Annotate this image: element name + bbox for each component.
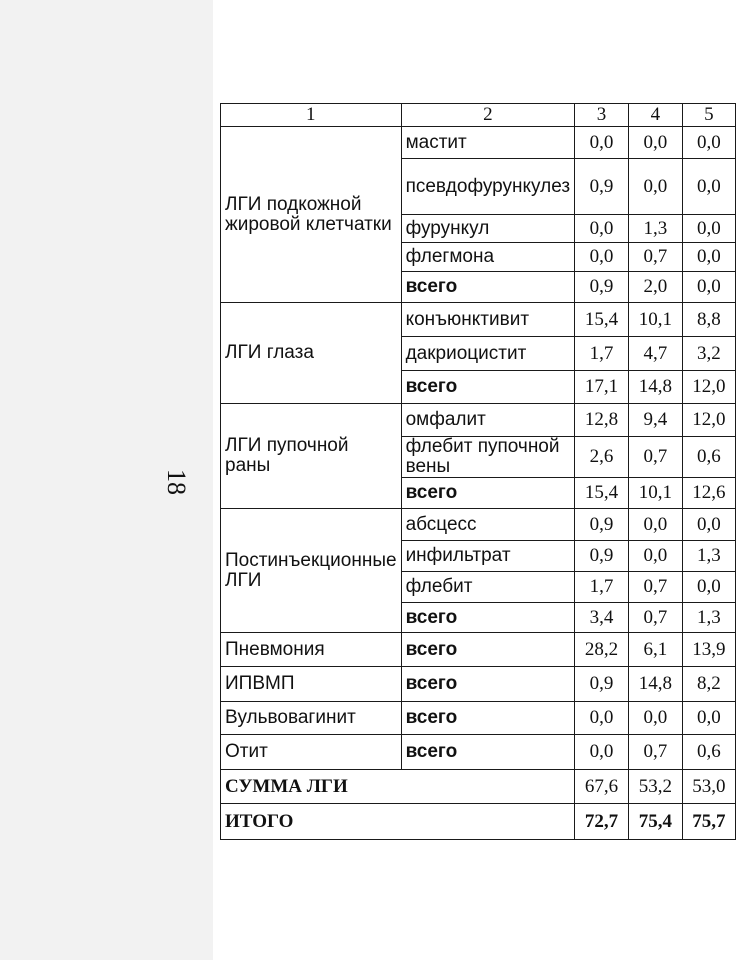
- value-cell: 0,0: [682, 243, 735, 272]
- group-name: Пневмония: [221, 633, 402, 667]
- value-cell: 0,9: [575, 541, 629, 572]
- value-cell: 0,6: [682, 735, 735, 770]
- column-header: 5: [682, 104, 735, 127]
- value-cell: 0,7: [628, 735, 682, 770]
- value-cell: 0,0: [575, 127, 629, 159]
- value-cell: 9,4: [628, 404, 682, 437]
- value-cell: 1,7: [575, 337, 629, 371]
- value-cell: 67,6: [575, 770, 629, 804]
- value-cell: 0,0: [628, 702, 682, 735]
- value-cell: 6,1: [628, 633, 682, 667]
- row-label: конъюнктивит: [401, 303, 575, 337]
- group-name: ЛГИ глаза: [221, 303, 402, 404]
- value-cell: 0,9: [575, 667, 629, 702]
- row-label: омфалит: [401, 404, 575, 437]
- value-cell: 4,7: [628, 337, 682, 371]
- value-cell: 17,1: [575, 371, 629, 404]
- page-number: 18: [162, 469, 191, 495]
- value-cell: 0,0: [682, 159, 735, 215]
- value-cell: 15,4: [575, 303, 629, 337]
- value-cell: 8,2: [682, 667, 735, 702]
- value-cell: 0,0: [628, 509, 682, 541]
- value-cell: 12,0: [682, 371, 735, 404]
- row-label: всего: [401, 371, 575, 404]
- row-label: всего: [401, 272, 575, 303]
- group-name: Отит: [221, 735, 402, 770]
- value-cell: 1,7: [575, 572, 629, 603]
- value-cell: 12,0: [682, 404, 735, 437]
- value-cell: 75,7: [682, 804, 735, 840]
- row-label: всего: [401, 667, 575, 702]
- value-cell: 3,2: [682, 337, 735, 371]
- value-cell: 0,0: [682, 509, 735, 541]
- value-cell: 12,8: [575, 404, 629, 437]
- row-label: абсцесс: [401, 509, 575, 541]
- group-name: ИПВМП: [221, 667, 402, 702]
- value-cell: 0,7: [628, 243, 682, 272]
- row-label: всего: [401, 633, 575, 667]
- value-cell: 75,4: [628, 804, 682, 840]
- value-cell: 1,3: [628, 215, 682, 243]
- value-cell: 28,2: [575, 633, 629, 667]
- value-cell: 0,9: [575, 509, 629, 541]
- value-cell: 0,7: [628, 572, 682, 603]
- row-label: всего: [401, 478, 575, 509]
- table-row: [221, 303, 736, 337]
- value-cell: 15,4: [575, 478, 629, 509]
- group-name: Постинъекционные ЛГИ: [221, 509, 402, 633]
- value-cell: 3,4: [575, 603, 629, 633]
- row-label: мастит: [401, 127, 575, 159]
- value-cell: 0,9: [575, 159, 629, 215]
- total-label: СУММА ЛГИ: [221, 770, 575, 804]
- value-cell: 2,6: [575, 437, 629, 478]
- value-cell: 2,0: [628, 272, 682, 303]
- value-cell: 0,0: [682, 702, 735, 735]
- row-label: флегмона: [401, 243, 575, 272]
- value-cell: 0,0: [682, 127, 735, 159]
- table-row: [221, 127, 736, 159]
- row-label: дакриоцистит: [401, 337, 575, 371]
- value-cell: 0,0: [575, 702, 629, 735]
- value-cell: 0,0: [628, 541, 682, 572]
- value-cell: 0,0: [682, 215, 735, 243]
- total-row: [221, 770, 736, 804]
- row-label: флебит пупочной вены: [401, 437, 575, 478]
- value-cell: 0,0: [628, 159, 682, 215]
- row-label: псевдофурункулез: [401, 159, 575, 215]
- value-cell: 53,2: [628, 770, 682, 804]
- group-name: Вульвовагинит: [221, 702, 402, 735]
- value-cell: 14,8: [628, 371, 682, 404]
- table-row: [221, 702, 736, 735]
- value-cell: 0,0: [575, 215, 629, 243]
- value-cell: 0,0: [682, 572, 735, 603]
- group-name: ЛГИ пупочной раны: [221, 404, 402, 509]
- value-cell: 0,6: [682, 437, 735, 478]
- value-cell: 13,9: [682, 633, 735, 667]
- row-label: фурункул: [401, 215, 575, 243]
- value-cell: 10,1: [628, 478, 682, 509]
- total-row: [221, 804, 736, 840]
- value-cell: 0,9: [575, 272, 629, 303]
- data-table: [220, 103, 736, 840]
- group-name: ЛГИ подкожной жировой клетчатки: [221, 127, 402, 303]
- column-header: 4: [628, 104, 682, 127]
- value-cell: 1,3: [682, 541, 735, 572]
- value-cell: 8,8: [682, 303, 735, 337]
- row-label: всего: [401, 603, 575, 633]
- value-cell: 12,6: [682, 478, 735, 509]
- column-header: 1: [221, 104, 402, 127]
- table-row: [221, 404, 736, 437]
- value-cell: 0,7: [628, 603, 682, 633]
- table-row: [221, 667, 736, 702]
- table-row: [221, 735, 736, 770]
- value-cell: 72,7: [575, 804, 629, 840]
- value-cell: 0,0: [628, 127, 682, 159]
- column-header: 2: [401, 104, 575, 127]
- header-row: [221, 104, 736, 127]
- column-header: 3: [575, 104, 629, 127]
- value-cell: 10,1: [628, 303, 682, 337]
- row-label: инфильтрат: [401, 541, 575, 572]
- value-cell: 0,0: [682, 272, 735, 303]
- row-label: флебит: [401, 572, 575, 603]
- row-label: всего: [401, 735, 575, 770]
- value-cell: 0,7: [628, 437, 682, 478]
- total-label: ИТОГО: [221, 804, 575, 840]
- table-row: [221, 509, 736, 541]
- table-row: [221, 633, 736, 667]
- value-cell: 0,0: [575, 735, 629, 770]
- row-label: всего: [401, 702, 575, 735]
- value-cell: 1,3: [682, 603, 735, 633]
- value-cell: 0,0: [575, 243, 629, 272]
- value-cell: 14,8: [628, 667, 682, 702]
- value-cell: 53,0: [682, 770, 735, 804]
